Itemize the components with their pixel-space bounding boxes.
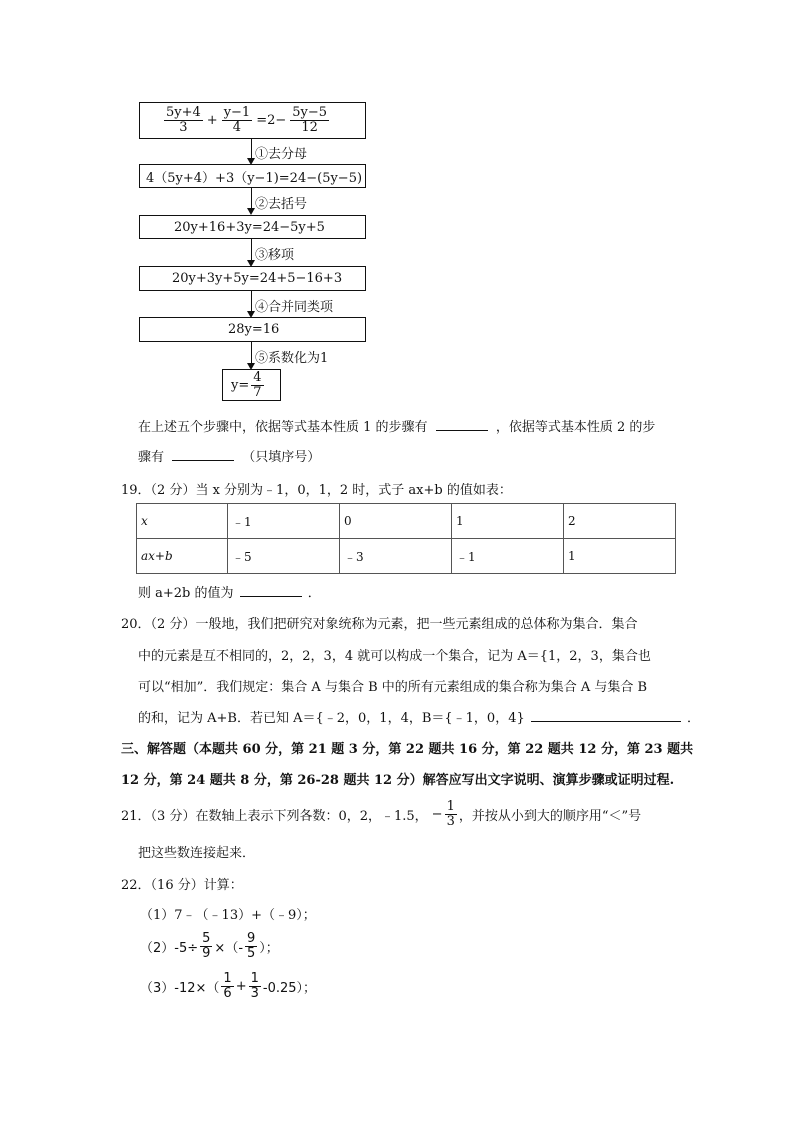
step-label-5: ⑤系数化为1 xyxy=(255,351,329,366)
fraction: $\frac{y-1}{4}$ xyxy=(223,105,251,135)
table-cell: ﹣1 xyxy=(452,539,564,574)
q22-part2: （2）-5÷ $\frac{5}{9}$ ×（- $\frac{9}{5}$ ）； xyxy=(140,931,279,961)
answer-blank xyxy=(531,709,681,722)
step-label-1: ①去分母 xyxy=(255,147,308,162)
q21-line1: 21．（3 分）在数轴上表示下列各数：0，2，﹣1.5， − $\frac{1}{3}$ ，并按从小到大的顺序用“＜”号 xyxy=(121,799,642,829)
section-3-heading-cont: 12 分，第 24 题共 8 分，第 26-28 题共 12 分）解答应写出文字说明、演算步骤或证明过程. xyxy=(121,773,675,788)
q19-stem: 19．（2 分）当 x 分别为﹣1，0，1，2 时，式子 ax+b 的值如表： xyxy=(121,483,512,498)
table-cell: ax+b xyxy=(137,539,228,574)
table-cell: ﹣5 xyxy=(228,539,340,574)
value-table xyxy=(136,503,676,574)
answer-blank xyxy=(240,584,302,597)
q22-stem: 22．（16 分）计算： xyxy=(121,878,243,893)
q20-line2: 中的元素是互不相同的，2，2，3，4 就可以构成一个集合，记为 A＝{1，2，3，集合也 xyxy=(138,649,651,664)
table-cell: 0 xyxy=(340,504,452,539)
table-cell: ﹣3 xyxy=(340,539,452,574)
fraction: $\frac{9}{5}$ xyxy=(247,931,256,961)
flow-box-step3: 20y+3y+5y=24+5−16+3 xyxy=(139,266,366,291)
section-3-heading: 三、解答题（本题共 60 分，第 21 题 3 分，第 22 题共 16 分，第 22 题共 12 分，第 23 题共 xyxy=(121,742,694,757)
answer-blank xyxy=(172,448,234,461)
step-label-2: ②去括号 xyxy=(255,197,308,212)
flow-box-step2: 20y+16+3y=24−5y+5 xyxy=(139,215,366,239)
fraction: $\frac{1}{3}$ xyxy=(250,971,259,1001)
table-row xyxy=(137,504,676,539)
fraction: $\frac{1}{6}$ xyxy=(223,971,232,1001)
fraction: $\frac{5}{9}$ xyxy=(202,931,211,961)
table-cell: x xyxy=(137,504,228,539)
flow-box-step1: 4（5y+4）+3（y−1)=24−(5y−5) xyxy=(139,164,366,188)
step-label-3: ③移项 xyxy=(255,248,295,263)
q18-line2: 骤有 （只填序号） xyxy=(138,450,321,465)
q21-line2: 把这些数连接起来． xyxy=(138,846,256,861)
step-label-4: ④合并同类项 xyxy=(255,300,334,315)
flow-box-step4: 28y=16 xyxy=(139,317,366,342)
flow-box-equation: $\frac{5y+4}{3}$ + $\frac{y-1}{4}$ =2− $\frac{5y-5}{12}$ xyxy=(139,102,366,139)
q22-part3: （3）-12×（ $\frac{1}{6}$ + $\frac{1}{3}$ -0.25）； xyxy=(140,971,317,1001)
q20-line4: 的和，记为 A+B．若已知 A＝{﹣2，0，1，4，B＝{﹣1，0，4} ． xyxy=(138,711,701,726)
flow-arrow-head xyxy=(247,208,255,215)
q20-line3: 可以“相加”．我们规定：集合 A 与集合 B 中的所有元素组成的集合称为集合 A 与集合 B xyxy=(138,680,648,695)
fraction: $\frac{5y-5}{12}$ xyxy=(292,105,328,135)
flow-box-result: y= $\frac{4}{7}$ xyxy=(222,369,281,401)
fraction: $\frac{1}{3}$ xyxy=(446,799,455,829)
answer-blank xyxy=(436,418,488,431)
q19-ask: 则 a+2b 的值为 ． xyxy=(138,586,321,601)
table-cell: ﹣1 xyxy=(228,504,340,539)
fraction: $\frac{4}{7}$ xyxy=(253,369,262,400)
q18-line1: 在上述五个步骤中，依据等式基本性质 1 的步骤有 ，依据等式基本性质 2 的步 xyxy=(138,420,656,435)
table-cell: 1 xyxy=(452,504,564,539)
table-row xyxy=(137,539,676,574)
fraction: $\frac{5y+4}{3}$ xyxy=(166,105,201,135)
table-cell: 2 xyxy=(564,504,676,539)
table-cell: 1 xyxy=(564,539,676,574)
q20-line1: 20．（2 分）一般地，我们把研究对象统称为元素，把一些元素组成的总体称为集合．集合 xyxy=(121,617,638,632)
q22-part1: （1）7﹣（﹣13）+（﹣9）； xyxy=(140,908,316,923)
